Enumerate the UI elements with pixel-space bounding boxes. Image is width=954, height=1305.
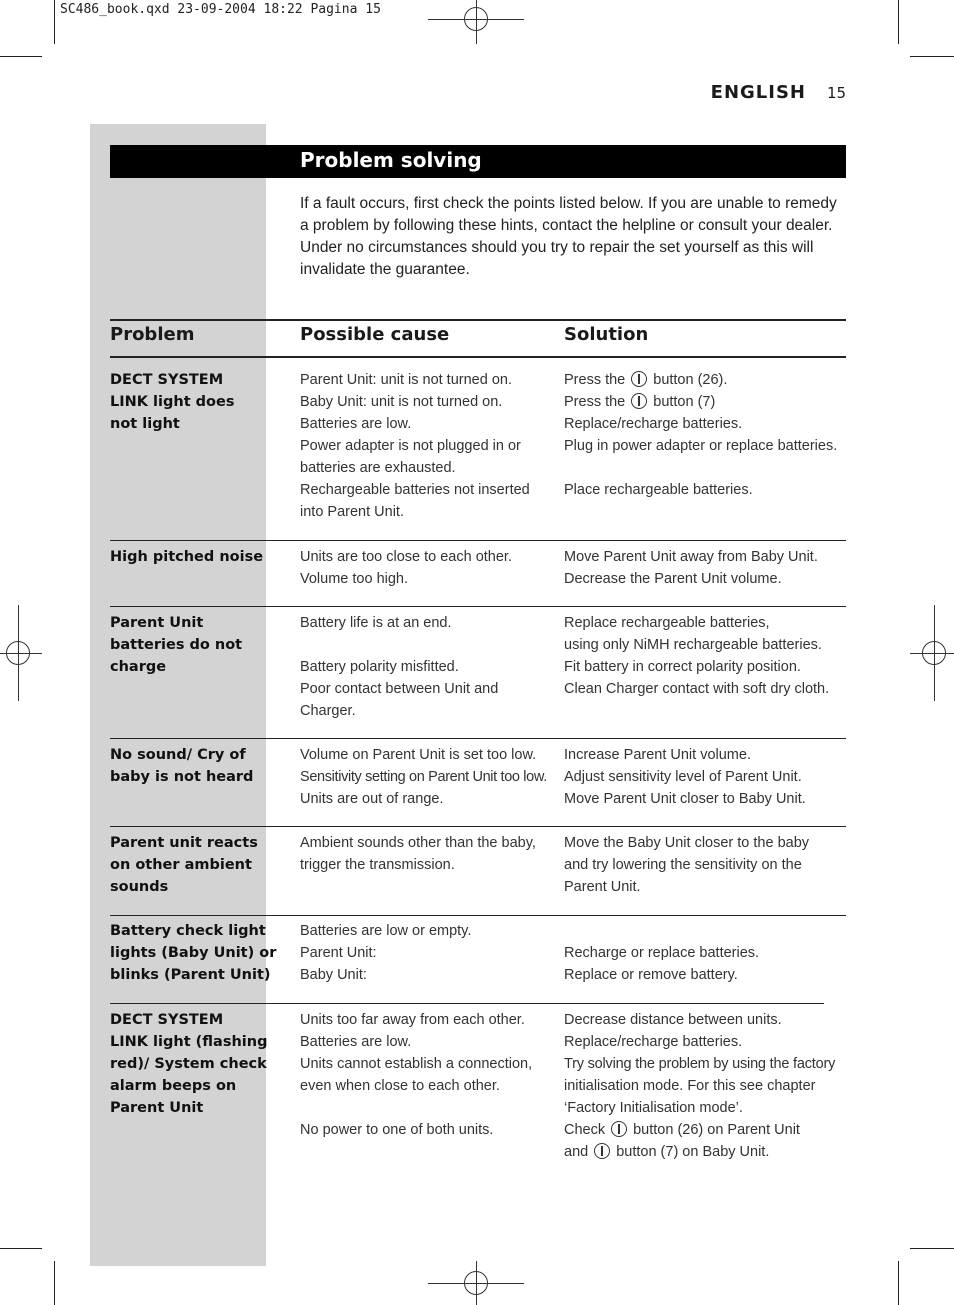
solution [564,744,854,810]
solution-text: button (26). [653,372,728,388]
problem-line: LINK light (flashing [110,1034,268,1050]
solution-line [564,832,854,854]
registration-mark-line [476,1261,477,1305]
solution-text: Place rechargeable batteries. [564,482,753,498]
solution [564,832,854,898]
page-title: Problem solving [300,148,482,172]
solution-text: using only NiMH rechargeable batteries. [564,637,822,653]
cause-line: Baby Unit: unit is not turned on. [300,394,503,410]
problem-line: baby is not heard [110,769,254,785]
power-button-icon [611,1121,627,1137]
solution-text: Move the Baby Unit closer to the baby [564,835,810,851]
cause-line: Rechargeable batteries not inserted [300,482,530,498]
problem-label [110,546,268,568]
crop-mark [0,1248,42,1249]
cause-line: Parent Unit: unit is not turned on. [300,372,512,388]
problem-line: No sound/ Cry of [110,747,246,763]
problem-line: batteries do not [110,637,243,653]
solution-line [564,369,854,391]
solution-text: Recharge or replace batteries. [564,945,760,961]
solution-text: button (26) on Parent Unit [633,1122,800,1138]
possible-cause [300,744,562,810]
solution-text: Check [564,1122,606,1138]
problem-line: charge [110,659,167,675]
cause-line: Units are out of range. [300,791,444,807]
solution-line [564,788,854,810]
row-divider [110,540,846,541]
solution-line [564,634,854,656]
solution-line [564,479,854,501]
solution-line [564,1075,854,1097]
cause-line [300,1097,562,1119]
solution-text: button (7) on Baby Unit. [616,1144,770,1160]
problem-label [110,832,268,898]
solution-line [564,612,854,634]
cause-line: Sensitivity setting on Parent Unit too low. [300,769,547,785]
possible-cause [300,1009,562,1141]
solution-text: Decrease the Parent Unit volume. [564,571,782,587]
problem-line: alarm beeps on [110,1078,237,1094]
solution-line [564,678,854,700]
solution-text: Press the [564,394,626,410]
cause-line: Units cannot establish a connection, [300,1056,533,1072]
cause-line: Poor contact between Unit and [300,681,499,697]
solution-text: and [564,1144,589,1160]
cause-line: trigger the transmission. [300,857,455,873]
solution-text: Replace/recharge batteries. [564,1034,743,1050]
solution-line [564,942,854,964]
solution-text: Decrease distance between units. [564,1012,782,1028]
cause-line: Batteries are low. [300,416,412,432]
problem-label [110,369,268,435]
solution-text: Press the [564,372,626,388]
solution-text: ‘Factory Initialisation mode’. [564,1100,743,1116]
row-divider [110,826,846,827]
problem-line: lights (Baby Unit) or [110,945,277,961]
row-divider [110,1003,824,1004]
problem-line: Battery check light [110,923,266,939]
problem-line: Parent unit reacts [110,835,258,851]
solution-text: Fit battery in correct polarity position. [564,659,801,675]
solution-line [564,854,854,876]
cause-line: Ambient sounds other than the baby, [300,835,536,851]
row-divider [110,606,846,607]
solution-line [564,1141,854,1163]
crop-mark [910,56,954,57]
possible-cause [300,612,562,722]
problem-line: not light [110,416,180,432]
cause-line: Batteries are low. [300,1034,412,1050]
solution-line [564,1009,854,1031]
table-header-rule [110,356,846,358]
solution-line [564,1053,854,1075]
solution-text: Adjust sensitivity level of Parent Unit. [564,769,802,785]
solution-line [564,413,854,435]
problem-line: Parent Unit [110,1100,204,1116]
cause-line: Units are too close to each other. [300,549,512,565]
problem-line: Parent Unit [110,615,204,631]
solution-line [564,656,854,678]
solution-text: Increase Parent Unit volume. [564,747,751,763]
solution-text: Move Parent Unit closer to Baby Unit. [564,791,806,807]
problem-label [110,612,268,678]
language-label: ENGLISH [710,82,806,103]
crop-mark [0,56,42,57]
solution [564,1009,854,1163]
solution-text: Parent Unit. [564,879,641,895]
intro-paragraph: Under no circumstances should you try to repair the set yourself as this will invalidate the guarantee. [300,239,814,278]
problem-line: DECT SYSTEM [110,372,224,388]
registration-mark-line [476,0,477,44]
page-number: 15 [827,84,847,102]
solution-line [564,457,854,479]
solution-text: Move Parent Unit away from Baby Unit. [564,549,818,565]
cause-line: into Parent Unit. [300,504,404,520]
solution [564,612,854,700]
cause-line [300,634,562,656]
cause-line: Battery polarity misfitted. [300,659,459,675]
solution-line [564,964,854,986]
possible-cause [300,369,562,523]
print-slug: SC486_book.qxd 23-09-2004 18:22 Pagina 15 [60,2,381,17]
intro-text [300,193,846,281]
problem-line: LINK light does [110,394,235,410]
cause-line: batteries are exhausted. [300,460,456,476]
row-divider [110,738,846,739]
intro-paragraph: If a fault occurs, first check the points listed below. If you are unable to remedy a problem by following these hints, contact the helpline or consult your dealer. [300,195,837,234]
column-header-problem: Problem [110,324,195,345]
registration-mark-line [0,653,42,654]
cause-line: Volume too high. [300,571,409,587]
crop-mark [898,1261,899,1305]
solution-line [564,546,854,568]
crop-mark [898,0,899,44]
problem-line: on other ambient [110,857,252,873]
problem-line: red)/ System check [110,1056,267,1072]
cause-line: Baby Unit: [300,967,367,983]
solution-text: Replace or remove battery. [564,967,738,983]
cause-line: Parent Unit: [300,945,377,961]
cause-line: Charger. [300,703,356,719]
cause-line: Units too far away from each other. [300,1012,525,1028]
solution-text: Clean Charger contact with soft dry cloth. [564,681,830,697]
cause-line: even when close to each other. [300,1078,500,1094]
possible-cause [300,920,562,986]
power-button-icon [631,393,647,409]
power-button-icon [631,371,647,387]
solution-line [564,920,854,942]
solution-line [564,876,854,898]
column-header-solution: Solution [564,324,649,345]
problem-label [110,1009,268,1119]
problem-line: blinks (Parent Unit) [110,967,271,983]
problem-line: High pitched noise [110,549,264,565]
solution-line [564,1119,854,1141]
solution-text: and try lowering the sensitivity on the [564,857,802,873]
solution [564,920,854,986]
problem-label [110,744,268,788]
registration-mark-line [934,605,935,701]
solution-text: Replace/recharge batteries. [564,416,743,432]
cause-line: Volume on Parent Unit is set too low. [300,747,537,763]
solution-text: Try solving the problem by using the factory [564,1056,836,1072]
cause-line: No power to one of both units. [300,1122,494,1138]
solution-line [564,568,854,590]
registration-mark-line [910,653,954,654]
possible-cause [300,832,562,876]
crop-mark [910,1248,954,1249]
crop-mark [54,1261,55,1305]
column-header-cause: Possible cause [300,324,450,345]
possible-cause [300,546,562,590]
table-top-rule [110,319,846,321]
solution-text: initialisation mode. For this see chapter [564,1078,816,1094]
cause-line: Battery life is at an end. [300,615,452,631]
solution-line [564,435,854,457]
solution-text: Plug in power adapter or replace batteries. [564,438,838,454]
problem-label [110,920,277,986]
power-button-icon [594,1143,610,1159]
solution-line [564,1031,854,1053]
solution-line [564,766,854,788]
solution [564,546,854,590]
cause-line: Power adapter is not plugged in or [300,438,521,454]
crop-mark [54,0,55,44]
solution-text: Replace rechargeable batteries, [564,615,770,631]
registration-mark-line [18,605,19,701]
solution-text: button (7) [653,394,716,410]
solution [564,369,854,501]
solution-line [564,391,854,413]
solution-line [564,1097,854,1119]
problem-line: sounds [110,879,169,895]
problem-line: DECT SYSTEM [110,1012,224,1028]
solution-line [564,744,854,766]
cause-line: Batteries are low or empty. [300,923,472,939]
row-divider [110,915,846,916]
